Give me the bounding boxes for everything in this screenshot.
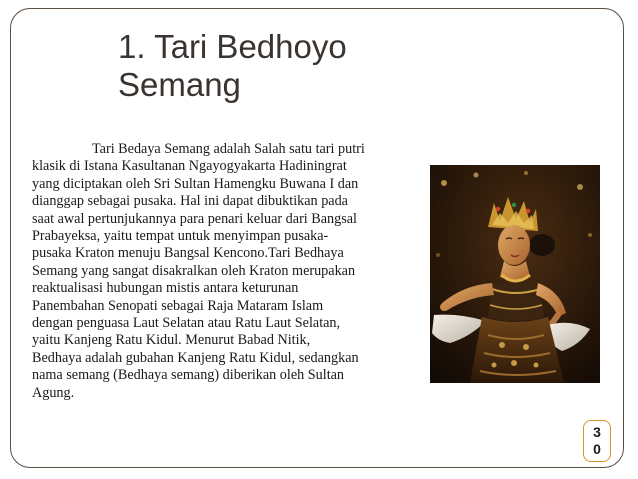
body-line: Prabayeksa, yaitu tempat untuk menyimpan pusaka-: [32, 228, 329, 245]
body-line: yaitu Kanjeng Ratu Kidul. Menurut Babad Nitik,: [32, 332, 311, 349]
body-line: Bedhaya adalah gubahan Kanjeng Ratu Kidul, sedangkan: [32, 349, 359, 366]
body-line: yang diciptakan oleh Sri Sultan Hamengku Buwana I dan: [32, 175, 359, 192]
body-line: saat awal pertunjukannya para penari keluar dari Bangsal: [32, 210, 357, 227]
page-number-badge: [583, 420, 611, 462]
body-line: reaktualisasi hubungan mistis antara keturunan: [32, 280, 299, 297]
body-line: Agung.: [32, 384, 75, 401]
body-line: Panembahan Senopati sebagai Raja Mataram Islam: [32, 297, 324, 314]
body-line: dengan penguasa Laut Selatan atau Ratu Laut Selatan,: [32, 315, 341, 332]
body-line: pusaka Kraton menuju Bangsal Kencono.Tari Bedhaya: [32, 245, 344, 262]
page-number-digit-1: 3: [593, 424, 601, 440]
body-line: Semang yang sangat disakralkan oleh Kraton merupakan: [32, 262, 356, 279]
body-line: klasik di Istana Kasultanan Ngayogyakarta Hadiningrat: [32, 158, 347, 175]
body-line: dianggap sebagai pusaka. Hal ini dapat dibuktikan pada: [32, 193, 348, 210]
page-number-digit-2: 0: [593, 441, 601, 457]
body-paragraph: [32, 141, 404, 402]
body-line: nama semang (Bedhaya semang) diberikan oleh Sultan: [32, 367, 345, 384]
title-line-2: Semang: [118, 66, 241, 103]
dancer-photo: [430, 165, 600, 383]
title-line-1: 1. Tari Bedhoyo: [118, 28, 347, 65]
body-line: Tari Bedaya Semang adalah Salah satu tari putri: [92, 141, 365, 157]
slide-title: [118, 28, 438, 104]
